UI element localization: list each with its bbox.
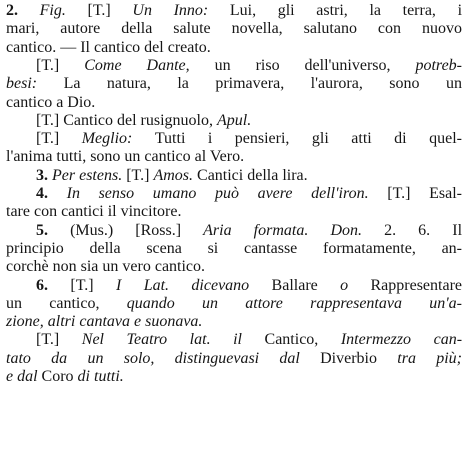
- subentry-dante-line-2: [6, 75, 462, 93]
- line-text: La natura, la primavera, l'aurora, sono un: [63, 75, 462, 93]
- label-senso-umano: In senso umano può avere dell'iron.: [66, 185, 388, 202]
- line-text-italic: quando un attore rappresentava un'a-: [126, 294, 462, 312]
- label-per-estens: Per estens.: [52, 166, 127, 184]
- line-text-italic: di tutti.: [77, 368, 124, 385]
- line-text: Cantici della lira.: [197, 166, 308, 184]
- entry-6-line-1: [36, 277, 462, 295]
- subentry-rusignuolo: [36, 112, 462, 130]
- subentry-teatro-line-1: [36, 331, 462, 349]
- line-text: corchè non sia un vero cantico.: [6, 258, 206, 276]
- line-text-italic: o: [340, 276, 371, 294]
- line-text: cantico. — Il cantico del creato.: [6, 38, 211, 56]
- source-tag: [T.]: [87, 2, 133, 19]
- entry-2-line-3: [6, 39, 462, 57]
- label-aria-formata: Aria formata. Don.: [203, 221, 385, 239]
- line-text-italic: e dal: [6, 368, 42, 385]
- line-text: Lui, gli astri, la terra, i: [229, 2, 463, 19]
- line-text: Rappresentare: [370, 276, 463, 294]
- label-fig: Fig.: [39, 2, 88, 19]
- entry-3-line-1: [36, 167, 462, 185]
- entry-5-line-1: [36, 222, 462, 240]
- line-text: un cantico,: [6, 294, 127, 312]
- line-text-italic: I Lat. dicevano: [116, 276, 272, 294]
- entry-4-line-2: [6, 203, 462, 221]
- entry-2-line-1: [6, 2, 462, 20]
- line-text: [T.] Cantico del rusignuolo,: [36, 111, 217, 129]
- source-tag: [T.]: [36, 130, 82, 148]
- subentry-dante-line-3: [6, 94, 462, 112]
- entry-5-line-2: [6, 240, 462, 258]
- subentry-meglio-line-1: [36, 130, 462, 148]
- line-text-italic: Intermezzo can-: [340, 331, 463, 349]
- entry-6-line-3: [6, 313, 462, 331]
- line-text: mari, autore della salute novella, salutano con nuovo: [6, 20, 462, 38]
- line-text: [T.] Esal-: [387, 185, 462, 202]
- sense-number: 2.: [6, 2, 40, 19]
- source-tag: [T.]: [36, 56, 85, 74]
- line-text: Coro: [41, 368, 78, 385]
- line-text-italic: Nel Teatro lat. il: [81, 331, 265, 349]
- example-title: Un Inno:: [132, 2, 230, 19]
- sense-number: 5.: [36, 221, 71, 239]
- entry-6-line-2: [6, 295, 462, 313]
- sense-number: 6.: [36, 276, 71, 294]
- entry-2-line-2: [6, 20, 462, 38]
- line-text-italic: tato da un solo, distinguevasi dal: [6, 349, 321, 367]
- citation: Come Dante,: [84, 56, 215, 74]
- source-tag: [T.]: [70, 276, 116, 294]
- line-text: Ballare: [271, 276, 341, 294]
- line-text-italic: tra più;: [397, 349, 462, 367]
- source-tag: (Mus.) [Ross.]: [70, 221, 204, 239]
- source-tag: [T.]: [126, 166, 154, 184]
- line-text: Diverbio: [320, 349, 398, 367]
- line-text: tare con cantici il vincitore.: [6, 203, 182, 221]
- entry-4-line-1: [36, 185, 462, 203]
- line-text: [T.]: [36, 331, 82, 349]
- line-text: Tutti i pensieri, gli atti di quel-: [154, 130, 462, 148]
- sense-number: 3.: [36, 166, 52, 184]
- subentry-teatro-line-3: [6, 368, 462, 386]
- citation: Amos.: [153, 166, 198, 184]
- line-text: l'anima tutti, sono un cantico al Vero.: [6, 148, 245, 166]
- sense-number: 4.: [36, 185, 67, 202]
- line-text: Cantico,: [264, 331, 341, 349]
- entry-5-line-3: [6, 258, 462, 276]
- line-text: un riso dell'universo,: [214, 56, 416, 74]
- label-meglio: Meglio:: [81, 130, 155, 148]
- subentry-dante-line-1: [36, 57, 462, 75]
- citation: Apul.: [217, 111, 252, 129]
- line-text-italic: potreb-: [415, 56, 462, 74]
- subentry-teatro-line-2: [6, 350, 462, 368]
- line-text: 2. 6. Il: [384, 221, 463, 239]
- subentry-meglio-line-2: [6, 148, 462, 166]
- line-text-italic: zione, altri cantava e suonava.: [6, 313, 203, 331]
- line-text-italic: besi:: [6, 75, 64, 93]
- line-text: cantico a Dio.: [6, 93, 96, 111]
- line-text: principio della scena si cantasse formatamente, an-: [6, 239, 462, 257]
